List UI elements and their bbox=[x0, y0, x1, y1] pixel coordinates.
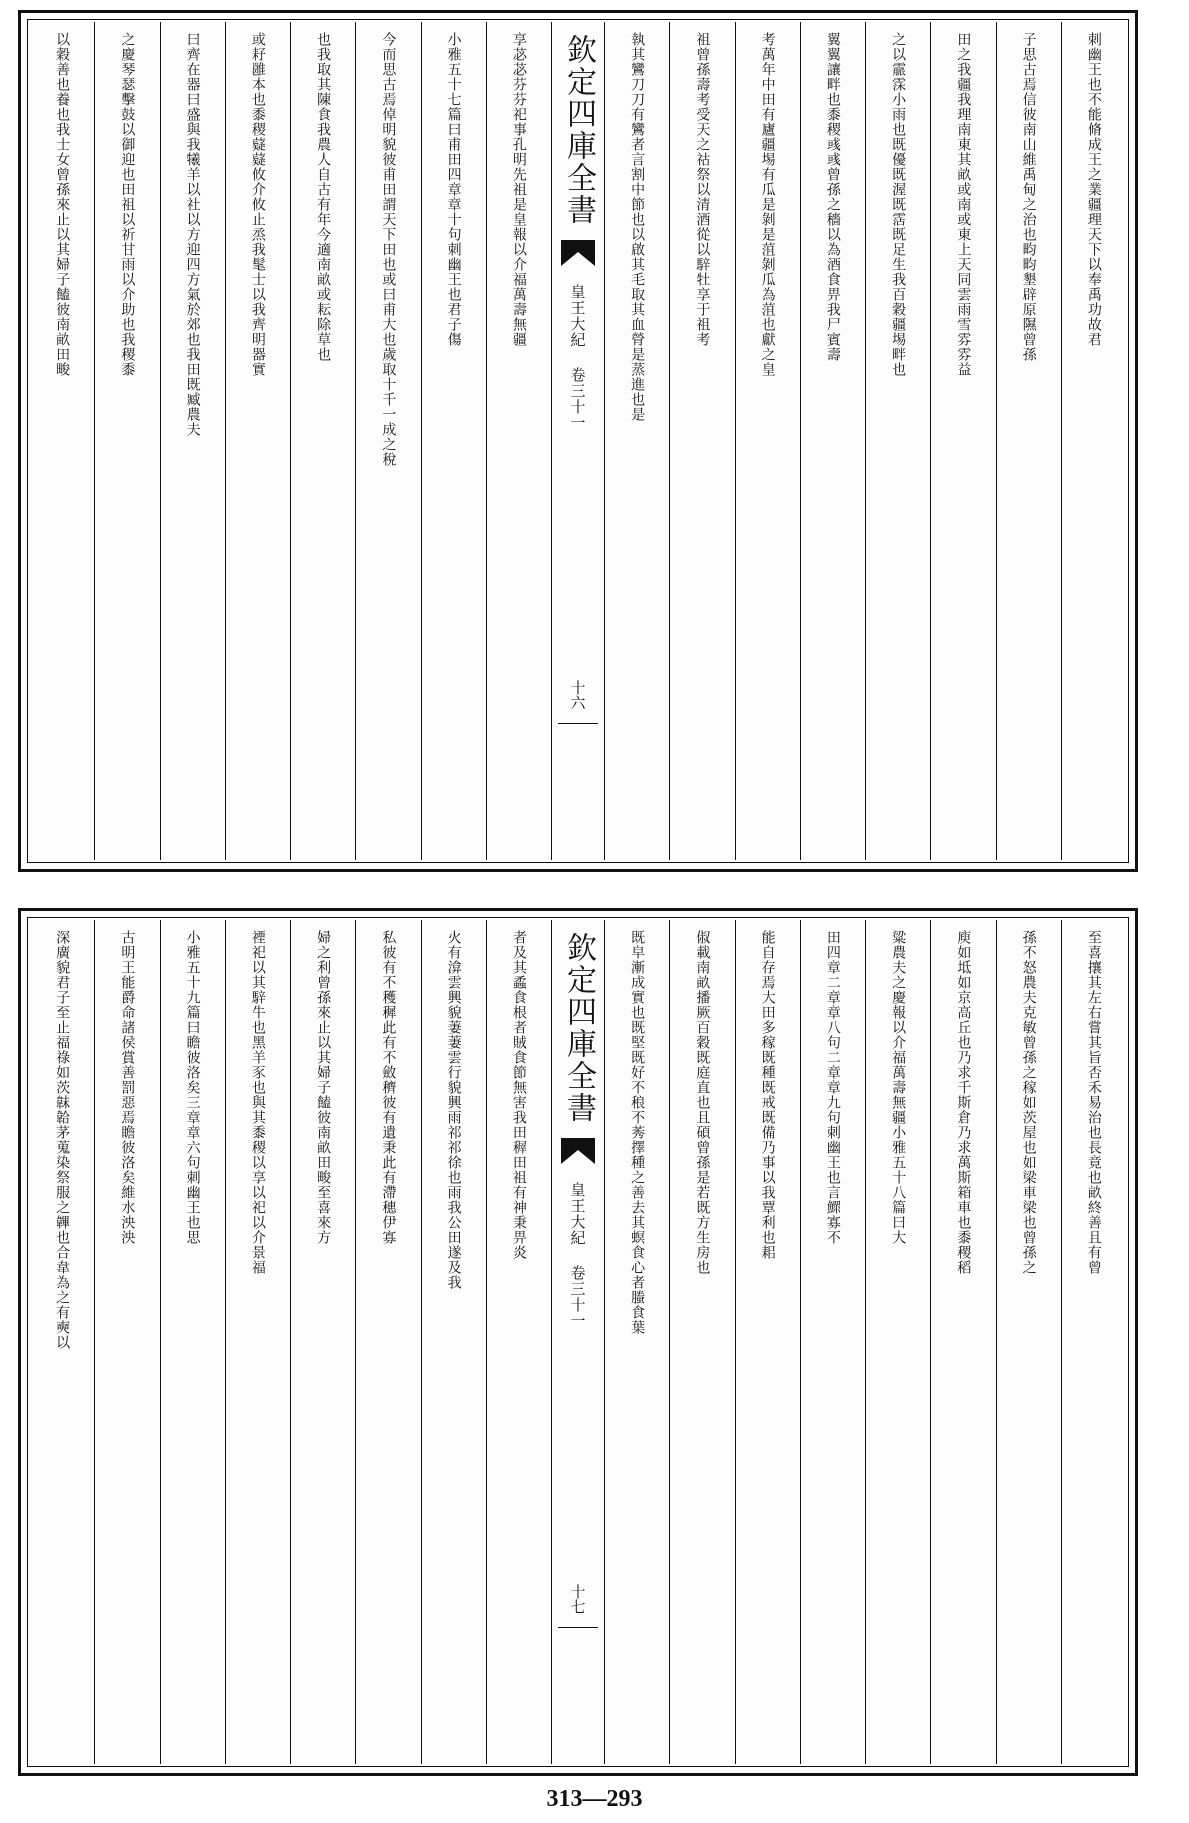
text-column bbox=[225, 22, 290, 860]
text-column bbox=[930, 22, 995, 860]
column-text: 考萬年中田有廬疆埸有瓜是剝是菹剝瓜為菹也獻之皇 bbox=[759, 32, 776, 377]
column-text: 祖曾孫壽考受天之祜祭以清酒從以騂牡享于祖考 bbox=[694, 32, 711, 347]
text-column bbox=[421, 920, 486, 1764]
column-text: 翼翼讓畔也黍稷彧彧曾孫之穡以為酒食畀我尸賓壽 bbox=[824, 32, 841, 362]
text-column bbox=[735, 920, 800, 1764]
folio-rule bbox=[558, 1627, 598, 1628]
column-text: 今而思古焉倬明貌彼甫田謂天下田也或曰甫大也歲取十千一成之稅 bbox=[380, 32, 397, 467]
page-number: 313—293 bbox=[546, 1786, 643, 1812]
text-column bbox=[1061, 22, 1126, 860]
column-text: 之以霢霂小雨也既優既渥既霑既足生我百穀疆埸畔也 bbox=[890, 32, 907, 377]
text-column bbox=[160, 22, 225, 860]
bottom-page bbox=[18, 908, 1138, 1776]
column-text: 孫不怒農夫克敏曾孫之稼如茨屋也如梁車梁也曾孫之 bbox=[1020, 930, 1037, 1275]
text-column bbox=[800, 22, 865, 860]
column-text: 田之我疆我理南東其畝或南或東上天同雲雨雪雰雰益 bbox=[955, 32, 972, 377]
text-column bbox=[290, 920, 355, 1764]
text-column bbox=[30, 920, 94, 1764]
text-column bbox=[996, 920, 1061, 1764]
column-text: 火有渰雲興貌萋萋雲行貌興雨祁祁徐也雨我公田遂及我 bbox=[445, 930, 462, 1290]
text-column bbox=[94, 920, 159, 1764]
column-text: 之慶琴瑟擊鼓以御迎也田祖以祈甘雨以介助也我稷黍 bbox=[119, 32, 136, 377]
column-text: 婦之利曾孫來止以其婦子饁彼南畝田畯至喜來方 bbox=[315, 930, 332, 1245]
column-text: 古明王能爵命諸侯賞善罰惡焉瞻彼洛矣維水泱泱 bbox=[119, 930, 136, 1245]
column-text: 享苾苾芬芬祀事孔明先祖是皇報以介福萬壽無疆 bbox=[510, 32, 527, 347]
bottom-columns bbox=[30, 920, 1126, 1764]
column-text: 或耔雝本也黍稷薿薿攸介攸止烝我髦士以我齊明器實 bbox=[249, 32, 266, 377]
column-text: 也我取其陳食我農人自古有年今適南畝或耘除草也 bbox=[315, 32, 332, 362]
column-text: 深廣貌君子至止福祿如茨韎韐茅蒐染祭服之韠也合韋為之有奭以 bbox=[54, 930, 71, 1350]
column-text: 至喜攘其左右嘗其旨否禾易治也長竟也畝終善且有曾 bbox=[1085, 930, 1102, 1275]
column-text: 小雅五十九篇曰瞻彼洛矣三章章六句刺幽王也思 bbox=[184, 930, 201, 1245]
volume-label: 皇王大紀 卷三十一 bbox=[568, 1182, 587, 1329]
text-column bbox=[800, 920, 865, 1764]
text-column bbox=[30, 22, 94, 860]
column-text: 子思古焉信彼南山維禹甸之治也畇畇墾辟原隰曾孫 bbox=[1020, 32, 1037, 362]
text-column bbox=[735, 22, 800, 860]
text-column bbox=[486, 920, 551, 1764]
fishtail-mark-icon bbox=[561, 236, 595, 270]
center-fold bbox=[551, 920, 604, 1764]
fishtail-mark-icon bbox=[561, 1134, 595, 1168]
text-column bbox=[355, 920, 420, 1764]
column-text: 既皁漸成實也既堅既好不稂不莠擇種之善去其螟食心者螣食葉 bbox=[629, 930, 646, 1335]
text-column bbox=[930, 920, 995, 1764]
text-column bbox=[669, 920, 734, 1764]
text-column bbox=[1061, 920, 1126, 1764]
column-text: 執其鸞刀刀有鸞者言割中節也以啟其毛取其血膋是蒸進也是 bbox=[629, 32, 646, 422]
text-column bbox=[94, 22, 159, 860]
folio-number: 十六 bbox=[568, 680, 587, 710]
text-column bbox=[865, 920, 930, 1764]
book-title: 欽定四庫全書 bbox=[561, 932, 596, 1124]
column-text: 私彼有不穫穉此有不斂穧彼有遺秉此有滯穗伊寡 bbox=[380, 930, 397, 1245]
text-column bbox=[669, 22, 734, 860]
text-column bbox=[604, 920, 669, 1764]
text-column bbox=[865, 22, 930, 860]
column-text: 田四章二章章八句二章章九句刺幽王也言鰥寡不 bbox=[824, 930, 841, 1245]
volume-label: 皇王大紀 卷三十一 bbox=[568, 284, 587, 431]
text-column bbox=[486, 22, 551, 860]
column-text: 曰齊在器曰盛與我犧羊以社以方迎四方氣於郊也我田既臧農夫 bbox=[184, 32, 201, 437]
text-column bbox=[160, 920, 225, 1764]
text-column bbox=[421, 22, 486, 860]
book-title: 欽定四庫全書 bbox=[561, 34, 596, 226]
column-text: 能自存焉大田多稼既種既戒既備乃事以我覃利也耜 bbox=[759, 930, 776, 1260]
column-text: 俶載南畝播厥百穀既庭直也且碩曾孫是若既方生房也 bbox=[694, 930, 711, 1275]
text-column bbox=[225, 920, 290, 1764]
text-column bbox=[290, 22, 355, 860]
text-column bbox=[996, 22, 1061, 860]
top-columns bbox=[30, 22, 1126, 860]
column-text: 小雅五十七篇曰甫田四章章十句刺幽王也君子傷 bbox=[445, 32, 462, 347]
folio-rule bbox=[558, 723, 598, 724]
center-fold bbox=[551, 22, 604, 860]
column-text: 庾如坻如京高丘也乃求千斯倉乃求萬斯箱車也黍稷稻 bbox=[955, 930, 972, 1275]
column-text: 刺幽王也不能脩成王之業疆理天下以奉禹功故君 bbox=[1085, 32, 1102, 347]
text-column bbox=[604, 22, 669, 860]
folio-number: 十七 bbox=[568, 1584, 587, 1614]
column-text: 粱農夫之慶報以介福萬壽無疆小雅五十八篇曰大 bbox=[890, 930, 907, 1245]
column-text: 者及其蟊食根者賊食節無害我田稺田祖有神秉畀炎 bbox=[510, 930, 527, 1260]
column-text: 禋祀以其騂牛也黑羊豕也與其黍稷以享以祀以介景福 bbox=[249, 930, 266, 1275]
column-text: 以穀善也養也我士女曾孫來止以其婦子饁彼南畝田畯 bbox=[54, 32, 71, 377]
top-page bbox=[18, 10, 1138, 872]
text-column bbox=[355, 22, 420, 860]
